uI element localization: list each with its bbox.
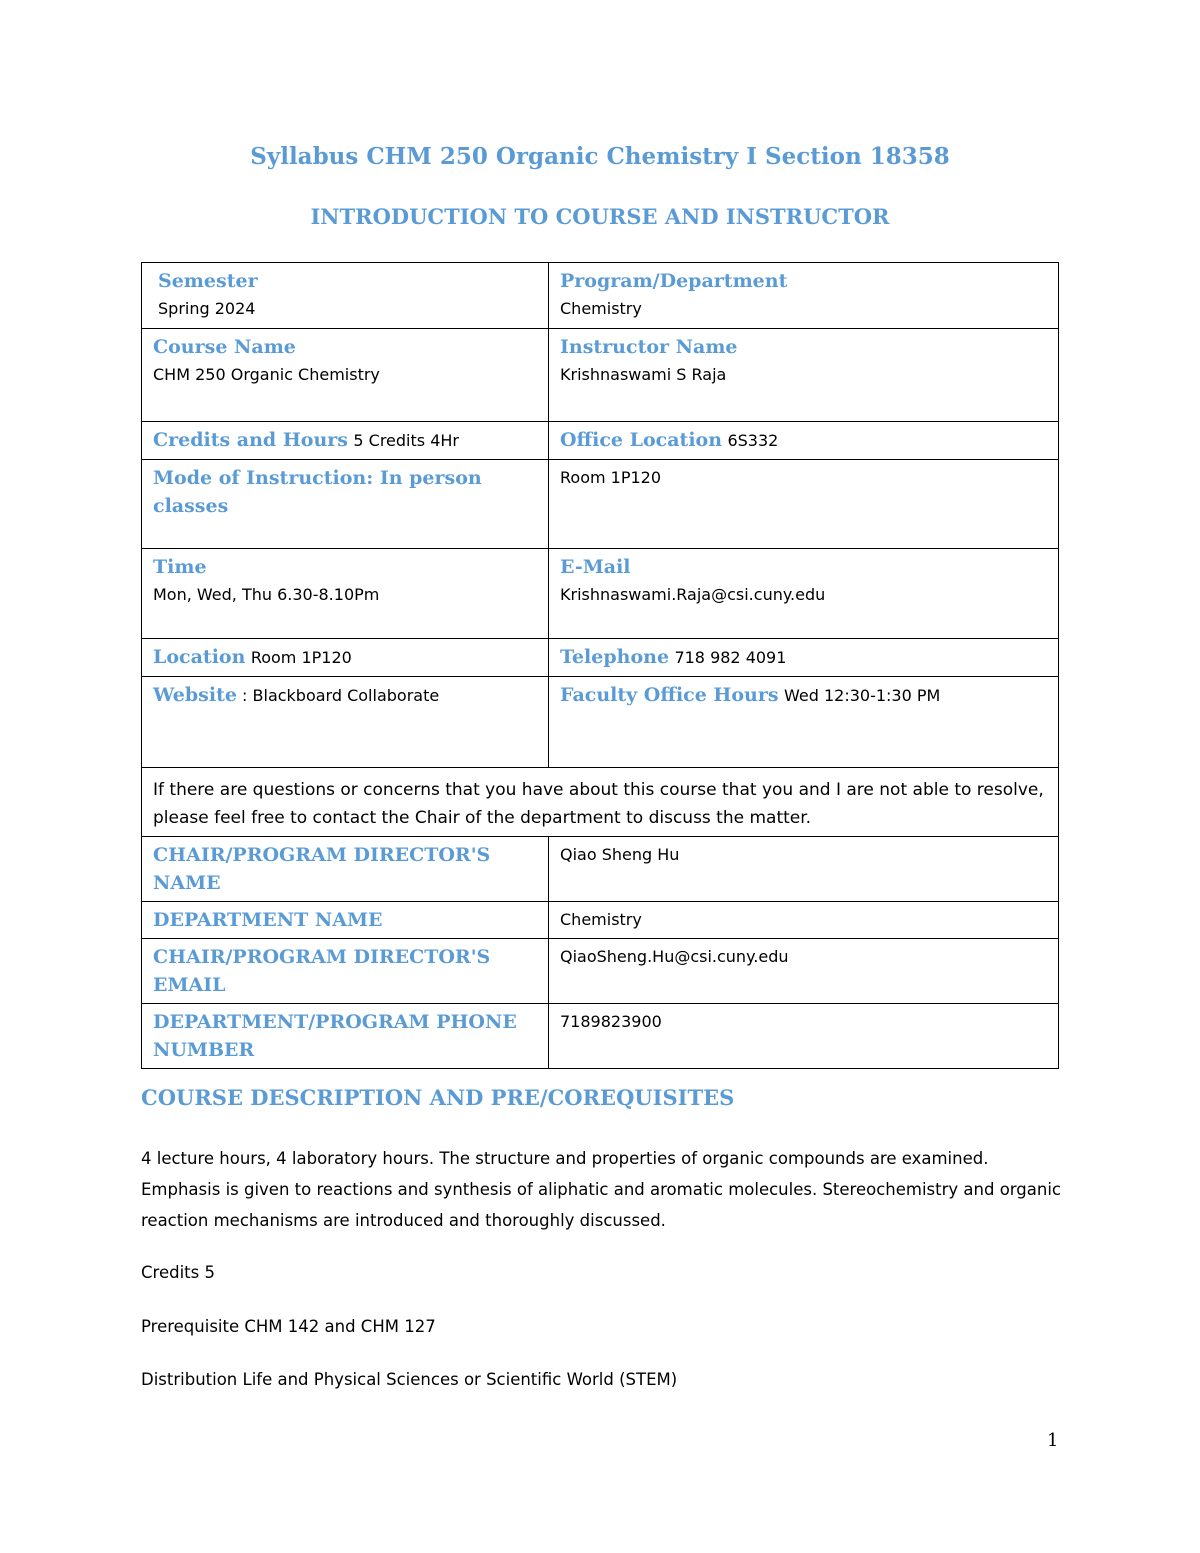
telephone-value: 718 982 4091 [674, 648, 787, 667]
table-row [142, 939, 1059, 1004]
website-label: Website [153, 684, 237, 706]
table-row [142, 768, 1059, 837]
dept-name-label: DEPARTMENT NAME [153, 909, 383, 931]
credits-cell [142, 422, 549, 460]
time-value: Mon, Wed, Thu 6.30-8.10Pm [153, 585, 380, 604]
table-row [142, 329, 1059, 422]
table-row [142, 902, 1059, 939]
mode-value: Room 1P120 [560, 468, 662, 487]
office-label: Office Location [560, 429, 723, 451]
dept-phone-value-cell [549, 1004, 1059, 1069]
chair-name-value: Qiao Sheng Hu [560, 845, 680, 864]
time-cell [142, 549, 549, 639]
chair-name-cell [142, 837, 549, 902]
office-hours-value: Wed 12:30-1:30 PM [783, 686, 941, 705]
office-hours-cell [549, 677, 1059, 768]
email-cell [549, 549, 1059, 639]
credits-value: 5 Credits 4Hr [353, 431, 459, 450]
location-value: Room 1P120 [250, 648, 352, 667]
document-title: Syllabus CHM 250 Organic Chemistry I Section 18358 [250, 143, 950, 170]
dept-phone-label: DEPARTMENT/PROGRAM PHONE NUMBER [153, 1011, 517, 1061]
mode-label: Mode of Instruction: In person classes [153, 467, 482, 517]
dept-name-value-cell [549, 902, 1059, 939]
dept-name-cell [142, 902, 549, 939]
email-value: Krishnaswami.Raja@csi.cuny.edu [560, 585, 826, 604]
credits-label: Credits and Hours [153, 429, 348, 451]
location-label: Location [153, 646, 246, 668]
chair-email-label: CHAIR/PROGRAM DIRECTOR'S EMAIL [153, 946, 491, 996]
course-name-cell [142, 329, 549, 422]
office-hours-label: Faculty Office Hours [560, 684, 779, 706]
table-row [142, 1004, 1059, 1069]
dept-name-value: Chemistry [560, 910, 642, 929]
mode-cell [142, 460, 549, 549]
chair-email-value-cell [549, 939, 1059, 1004]
chair-name-label: CHAIR/PROGRAM DIRECTOR'S NAME [153, 844, 491, 894]
chair-email-cell [142, 939, 549, 1004]
chair-email-value: QiaoSheng.Hu@csi.cuny.edu [560, 947, 789, 966]
semester-value: Spring 2024 [158, 299, 256, 318]
table-row [142, 549, 1059, 639]
program-label: Program/Department [560, 270, 788, 292]
semester-label: Semester [158, 270, 258, 292]
course-name-label: Course Name [153, 336, 296, 358]
contact-chair-note: If there are questions or concerns that you have about this course that you and I are not able to resolve, please feel free to contact the Chair of the department to discuss the matter. [142, 768, 1059, 837]
chair-name-value-cell [549, 837, 1059, 902]
course-name-value: CHM 250 Organic Chemistry [153, 365, 380, 384]
document-subtitle: INTRODUCTION TO COURSE AND INSTRUCTOR [310, 204, 890, 229]
semester-cell [142, 263, 549, 329]
table-row [142, 422, 1059, 460]
office-cell [549, 422, 1059, 460]
prerequisite-line: Prerequisite CHM 142 and CHM 127 [141, 1317, 436, 1336]
email-label: E-Mail [560, 556, 631, 578]
time-label: Time [153, 556, 207, 578]
course-description: 4 lecture hours, 4 laboratory hours. The structure and properties of organic compounds are examined. Emphasis is given to reactions and synthesis of aliphatic and aromatic molecules. Stereochemistry and organic reaction mechanisms are introduced and thoroughly discussed. [141, 1149, 1061, 1230]
website-cell [142, 677, 549, 768]
program-cell [549, 263, 1059, 329]
dept-phone-cell [142, 1004, 549, 1069]
course-info-table [141, 262, 1059, 1069]
location-cell [142, 639, 549, 677]
section-heading: COURSE DESCRIPTION AND PRE/COREQUISITES [141, 1085, 735, 1110]
website-separator: : [236, 686, 253, 705]
table-row [142, 639, 1059, 677]
instructor-cell [549, 329, 1059, 422]
instructor-value: Krishnaswami S Raja [560, 365, 727, 384]
website-value: Blackboard Collaborate [252, 686, 440, 705]
program-value: Chemistry [560, 299, 642, 318]
table-row [142, 460, 1059, 549]
instructor-label: Instructor Name [560, 336, 738, 358]
page-number: 1 [1047, 1430, 1059, 1451]
dept-phone-value: 7189823900 [560, 1012, 662, 1031]
table-row [142, 677, 1059, 768]
credits-line: Credits 5 [141, 1263, 215, 1282]
office-value: 6S332 [727, 431, 779, 450]
telephone-cell [549, 639, 1059, 677]
distribution-line: Distribution Life and Physical Sciences or Scientific World (STEM) [141, 1370, 678, 1389]
table-row [142, 263, 1059, 329]
table-row [142, 837, 1059, 902]
room-cell [549, 460, 1059, 549]
telephone-label: Telephone [560, 646, 670, 668]
